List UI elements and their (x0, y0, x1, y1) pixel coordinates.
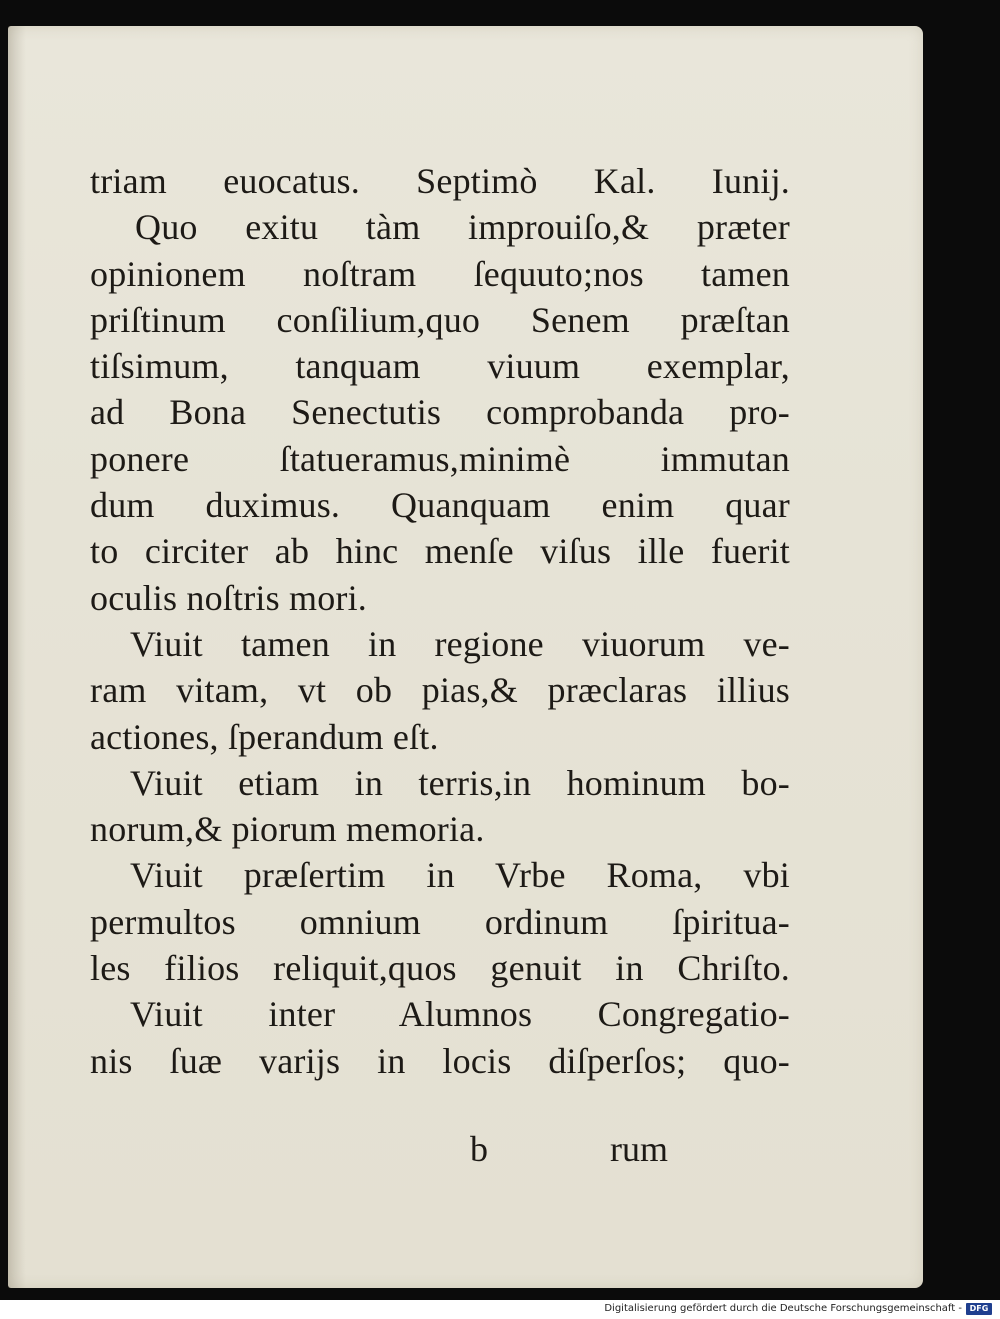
text-line: actiones, ſperandum eſt. (90, 716, 439, 757)
text-line: permultos omnium ordinum ſpiritua- (90, 901, 790, 942)
signature-mark: b (470, 1129, 488, 1169)
dfg-logo: DFG (966, 1303, 992, 1315)
text-line: tiſsimum, tanquam viuum exemplar, (90, 346, 790, 387)
text-line: Viuit tamen in regione viuorum ve- (130, 623, 790, 664)
funding-credit: Digitalisierung gefördert durch die Deutsche Forschungsgemeinschaft - (604, 1303, 962, 1314)
text-line: Viuit inter Alumnos Congregatio- (130, 994, 790, 1035)
text-line: Quo exitu tàm improuiſo,& præter (135, 207, 790, 248)
text-line: opinionem noſtram ſequuto;nos tamen (90, 253, 790, 294)
text-line: priſtinum conſilium,quo Senem præſtan (90, 299, 790, 340)
catchword: rum (610, 1129, 668, 1169)
text-line: norum,& piorum memoria. (90, 809, 485, 850)
text-line: les filios reliquit,quos genuit in Chriſto. (90, 948, 790, 989)
text-line: ram vitam, vt ob pias,& præclaras illius (90, 670, 790, 711)
text-line: nis ſuæ varijs in locis diſperſos; quo- (90, 1040, 790, 1081)
text-line: Viuit præſertim in Vrbe Roma, vbi (130, 855, 790, 896)
text-line: Viuit etiam in terris,in hominum bo- (130, 762, 790, 803)
text-line: dum duximus. Quanquam enim quar (90, 485, 790, 526)
text-line: triam euocatus. Septimò Kal. Iunij. (90, 161, 790, 201)
text-line: ponere ſtatueramus,minimè immutan (90, 438, 790, 479)
text-line: oculis noſtris mori. (90, 577, 367, 618)
text-line: to circiter ab hinc menſe viſus ille fuerit (90, 531, 790, 572)
page-footer-marks (470, 1128, 720, 1174)
text-line: ad Bona Senectutis comprobanda pro- (90, 392, 790, 433)
page-text (90, 158, 790, 1084)
digitization-footer (0, 1300, 1000, 1319)
